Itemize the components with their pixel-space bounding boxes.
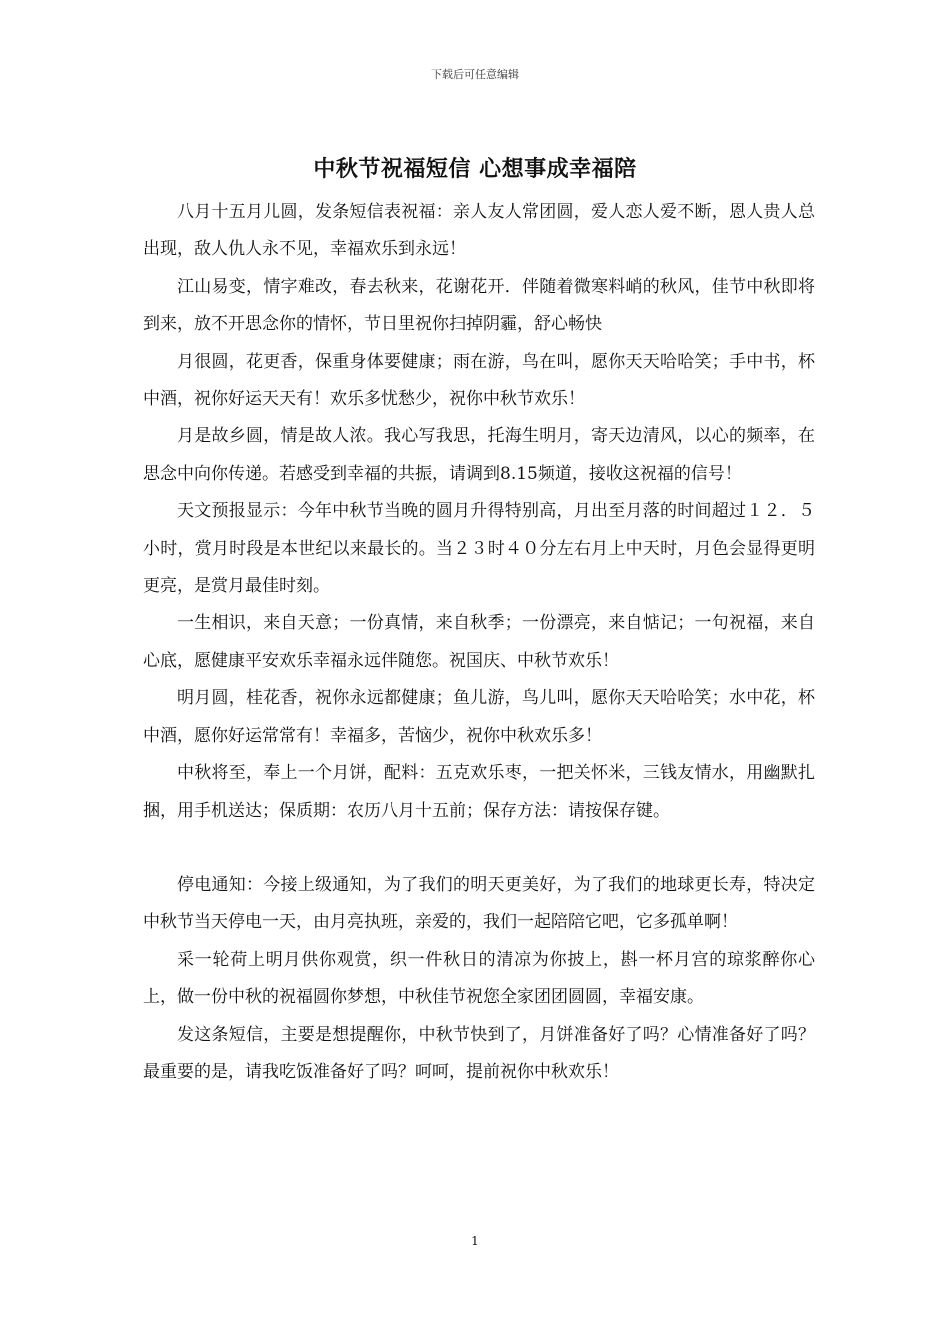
paragraph: 月是故乡圆，情是故人浓。我心写我思，托海生明月，寄天边清风，以心的频率，在思念中向你传递。若感受到幸福的共振，请调到8.15频道，接收这祝福的信号！ <box>143 426 815 484</box>
document-title: 中秋节祝福短信 心想事成幸福陪 <box>313 157 637 182</box>
paragraph: 采一轮荷上明月供你观赏，织一件秋日的清凉为你披上，斟一杯月宫的琼浆醉你心上，做一份中秋的祝福圆你梦想，中秋佳节祝您全家团团圆圆，幸福安康。 <box>143 949 815 1008</box>
page-number: 1 <box>471 1234 479 1248</box>
paragraph: 江山易变，情字难改，春去秋来，花谢花开．伴随着微寒料峭的秋风，佳节中秋即将到来，放不开思念你的情怀，节日里祝你扫掉阴霾，舒心畅快 <box>143 276 815 335</box>
paragraph: 明月圆，桂花香，祝你永远都健康；鱼儿游，鸟儿叫，愿你天天哈哈笑；水中花，杯中酒，愿你好运常常有！幸福多，苦恼少，祝你中秋欢乐多！ <box>143 688 815 746</box>
header-note: 下载后可任意编辑 <box>431 68 519 81</box>
paragraph: 发这条短信，主要是想提醒你，中秋节快到了，月饼准备好了吗？心情准备好了吗？最重要的是，请我吃饭准备好了吗？呵呵，提前祝你中秋欢乐！ <box>143 1024 815 1082</box>
paragraph: 停电通知：今接上级通知，为了我们的明天更美好，为了我们的地球更长寿，特决定中秋节当天停电一天，由月亮执班，亲爱的，我们一起陪陪它吧，它多孤单啊！ <box>143 874 815 933</box>
document-body <box>143 194 815 1091</box>
paragraph: 八月十五月儿圆，发条短信表祝福：亲人友人常团圆，爱人恋人爱不断，恩人贵人总出现，敌人仇人永不见，幸福欢乐到永远！ <box>143 202 815 260</box>
paragraph: 一生相识，来自天意；一份真情，来自秋季；一份漂亮，来自惦记；一句祝福，来自心底，愿健康平安欢乐幸福永远伴随您。祝国庆、中秋节欢乐！ <box>143 613 815 671</box>
paragraph: 天文预报显示：今年中秋节当晚的圆月升得特别高，月出至月落的时间超过１２．５小时，赏月时段是本世纪以来最长的。当２３时４０分左右月上中天时，月色会显得更明更亮，是赏月最佳时刻。 <box>143 501 815 597</box>
paragraph: 月很圆，花更香，保重身体要健康；雨在游，鸟在叫，愿你天天哈哈笑；手中书，杯中酒，祝你好运天天有！欢乐多忧愁少，祝你中秋节欢乐！ <box>143 351 815 410</box>
paragraph: 中秋将至，奉上一个月饼，配料：五克欢乐枣，一把关怀米，三钱友情水，用幽默扎捆，用手机送达；保质期：农历八月十五前；保存方法：请按保存键。 <box>143 763 815 821</box>
